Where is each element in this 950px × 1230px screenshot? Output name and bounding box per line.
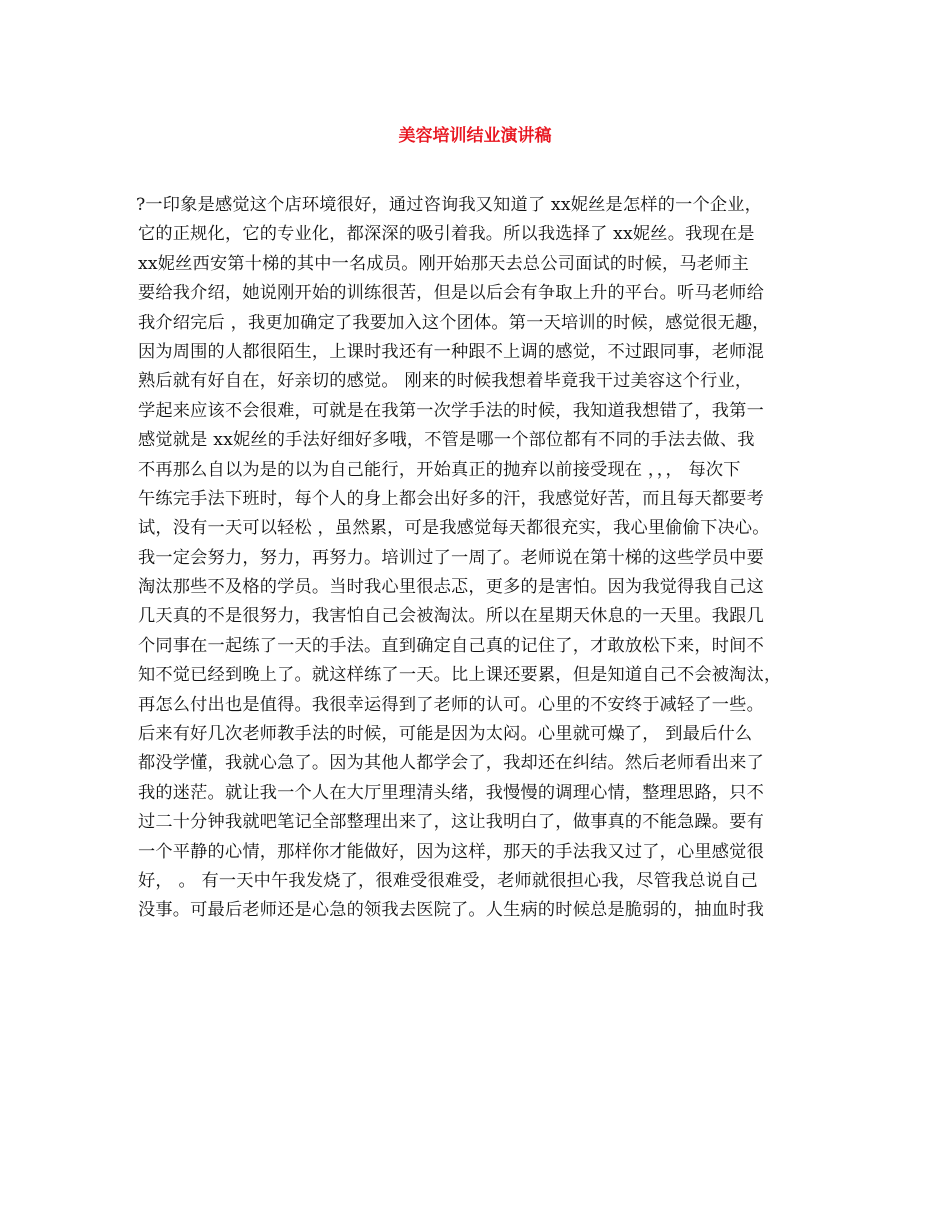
body-line: 它的正规化，它的专业化，都深深的吸引着我。所以我选择了 xx妮丝。我现在是 [138,224,755,245]
body-line: 熟后就有好自在，好亲切的感觉。 刚来的时候我想着毕竟我干过美容这个行业， [138,371,753,392]
body-line: 我一定会努力，努力，再努力。培训过了一周了。老师说在第十梯的这些学员中要 [138,547,764,568]
body-line: 因为周围的人都很陌生，上课时我还有一种跟不上调的感觉，不过跟同事，老师混 [138,341,764,362]
body-line: ?一印象是感觉这个店环境很好，通过咨询我又知道了 xx妮丝是怎样的一个企业， [136,195,763,215]
body-line: 试，没有一天可以轻松 ，虽然累，可是我感觉每天都很充实，我心里偷偷下决心。 [138,518,770,539]
body-line: 不再那么自以为是的以为自己能行，开始真正的抛弃以前接受现在 ，，， 每次下 [138,459,741,480]
body-line: 我介绍完后 ，我更加确定了我要加入这个团体。第一天培训的时候，感觉很无趣， [138,312,770,333]
body-line: 个同事在一起练了一天的手法。直到确定自己真的记住了，才敢放松下来，时间不 [138,635,764,656]
document-title: 美容培训结业演讲稿 [398,126,552,146]
body-line: 几天真的不是很努力，我害怕自己会被淘汰。所以在星期天休息的一天里。我跟几 [138,606,764,627]
body-line: xx妮丝西安第十梯的其中一名成员。刚开始那天去总公司面试的时候，马老师主 [138,253,749,274]
body-line: 我的迷茫。就让我一个人在大厅里理清头绪，我慢慢的调理心情，整理思路，只不 [138,782,764,803]
body-line: 学起来应该不会很难，可就是在我第一次学手法的时候，我知道我想错了，我第一 [138,400,764,421]
body-line: 感觉就是 xx妮丝的手法好细好多哦，不管是哪一个部位都有不同的手法去做、我 [138,430,755,451]
body-line: 好， 。 有一天中午我发烧了，很难受很难受，老师就很担心我，尽管我总说自己 [138,870,758,891]
body-line: 再怎么付出也是值得。我很幸运得到了老师的认可。心里的不安终于减轻了一些。 [138,694,764,715]
body-line: 过二十分钟我就吧笔记全部整理出来了，这让我明白了，做事真的不能急躁。要有 [138,812,764,833]
body-line: 午练完手法下班时，每个人的身上都会出好多的汗，我感觉好苦，而且每天都要考 [138,488,764,509]
body-line: 没事。可最后老师还是心急的领我去医院了。人生病的时候总是脆弱的，抽血时我 [138,900,764,921]
body-line: 都没学懂，我就心急了。因为其他人都学会了，我却还在纠结。然后老师看出来了 [138,753,764,774]
body-line: 淘汰那些不及格的学员。当时我心里很忐忑，更多的是害怕。因为我觉得我自己这 [138,577,764,598]
body-line: 一个平静的心情，那样你才能做好，因为这样，那天的手法我又过了，心里感觉很 [138,841,764,862]
body-line: 知不觉已经到晚上了。就这样练了一天。比上课还要累，但是知道自己不会被淘汰， [138,665,782,686]
body-line: 要给我介绍，她说刚开始的训练很苦，但是以后会有争取上升的平台。听马老师给 [138,283,764,304]
document-body [138,191,818,926]
body-line: 后来有好几次老师教手法的时候，可能是因为太闷。心里就可燥了， 到最后什么 [138,724,753,745]
